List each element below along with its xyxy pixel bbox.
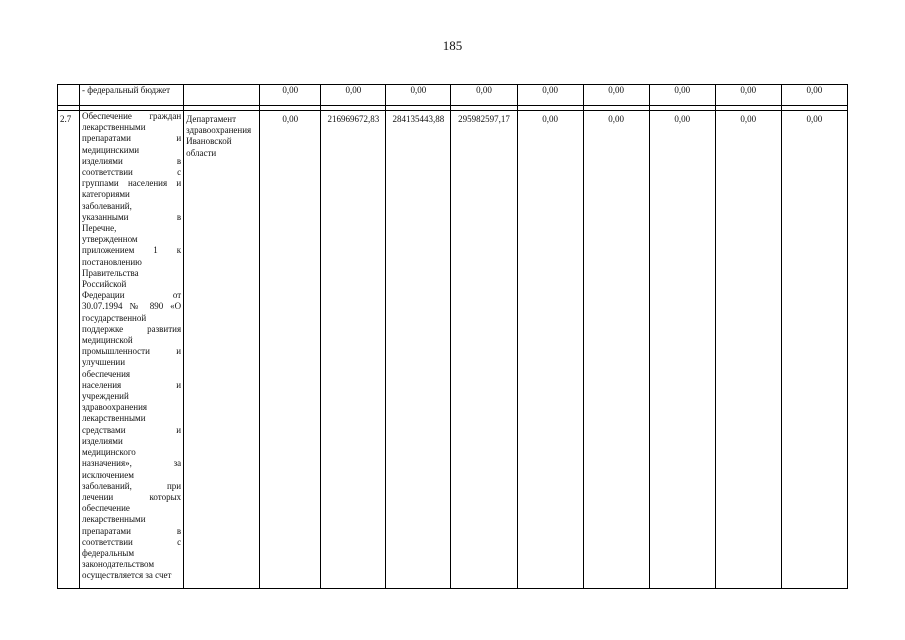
text-line: заболеваний, — [82, 200, 132, 211]
text-line: указанными в — [82, 211, 182, 222]
text-line: осуществляется за счет — [82, 570, 172, 581]
value-cell: 0,00 — [649, 111, 715, 589]
text-line: Обеспечение граждан — [82, 111, 182, 121]
text-line: лекарственными — [82, 413, 146, 424]
page-number: 185 — [442, 38, 463, 53]
text-line: изделиями в — [82, 155, 182, 166]
text-line: средствами и — [82, 424, 182, 435]
row-index-cell: 2.7 — [58, 111, 80, 589]
text-line: учреждений — [82, 391, 129, 402]
text-line: государственной — [82, 312, 147, 323]
text-line: препаратами в — [82, 525, 182, 536]
row-department-cell — [184, 85, 260, 106]
value-cell: 284135443,88 — [386, 111, 451, 589]
text-line: назначения», за — [82, 458, 182, 469]
text-line: медицинской — [82, 335, 133, 346]
value-cell: 216969672,83 — [321, 111, 386, 589]
text-line: Федерации от — [82, 290, 182, 301]
text-line: группами населения и — [82, 178, 182, 189]
text-line: лекарственными — [82, 122, 146, 133]
table-row-federal-budget — [58, 85, 848, 106]
value-cell: 0,00 — [517, 111, 583, 589]
text-line: соответствии с — [82, 536, 182, 547]
text-line: здравоохранения — [82, 402, 148, 413]
text-line: заболеваний, при — [82, 480, 182, 491]
value-cell: 0,00 — [715, 111, 781, 589]
text-line: лекарственными — [82, 514, 146, 525]
value-cell: 0,00 — [260, 111, 321, 589]
text-line: обеспечения — [82, 368, 131, 379]
text-line: федеральным — [82, 547, 135, 558]
row-index-cell — [58, 85, 80, 106]
text-line: постановлению — [82, 256, 142, 267]
text-line: препаратами и — [82, 133, 182, 144]
table-row-2-7 — [58, 111, 848, 589]
row-label-cell: - федеральный бюджет — [80, 85, 184, 106]
value-cell: 0,00 — [781, 111, 847, 589]
text-line: медицинского — [82, 447, 136, 458]
value-cell: 0,00 — [451, 85, 517, 106]
text-line: приложением 1 к — [82, 245, 182, 256]
text-line: Правительства — [82, 267, 139, 278]
value-cell: 0,00 — [517, 85, 583, 106]
text-line: улучшении — [82, 357, 126, 368]
text-line: изделиями — [82, 435, 123, 446]
value-cell: 0,00 — [583, 111, 649, 589]
text-line: Российской — [82, 279, 127, 290]
text-line: здравоохранения — [186, 125, 252, 136]
text-line: утвержденном — [82, 234, 138, 245]
text-line: Перечне, — [82, 223, 117, 234]
text-line: Департамент — [186, 114, 237, 124]
value-cell: 0,00 — [260, 85, 321, 106]
text-line: законодательством — [82, 559, 155, 570]
budget-table — [57, 84, 848, 589]
row-description-cell — [80, 111, 184, 589]
text-line: промышленности и — [82, 346, 182, 357]
text-line: лечении которых — [82, 491, 182, 502]
value-cell: 295982597,17 — [451, 111, 517, 589]
row-department-cell — [184, 111, 260, 589]
value-cell: 0,00 — [386, 85, 451, 106]
text-line: медицинскими — [82, 144, 140, 155]
text-line: соответствии с — [82, 167, 182, 178]
text-line: 30.07.1994 № 890 «О — [82, 301, 182, 312]
value-cell: 0,00 — [649, 85, 715, 106]
text-line: области — [186, 147, 217, 158]
value-cell: 0,00 — [583, 85, 649, 106]
text-line: Ивановской — [186, 136, 232, 147]
text-line: исключением — [82, 469, 134, 480]
text-line: категориями — [82, 189, 130, 200]
text-line: поддержке развития — [82, 323, 182, 334]
text-line: обеспечение — [82, 503, 130, 514]
value-cell: 0,00 — [781, 85, 847, 106]
text-line: населения и — [82, 379, 182, 390]
value-cell: 0,00 — [715, 85, 781, 106]
value-cell: 0,00 — [321, 85, 386, 106]
